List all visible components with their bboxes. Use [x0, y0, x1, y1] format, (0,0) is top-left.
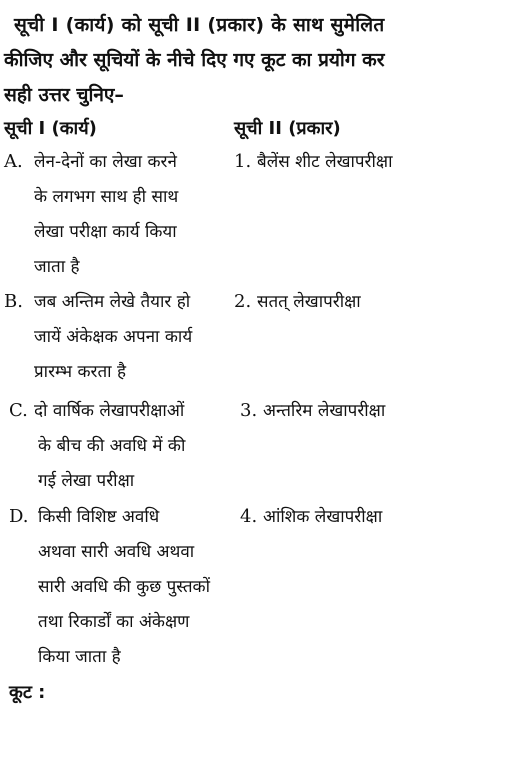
item-a-text-3: लेखा परीक्षा कार्य किया: [34, 222, 177, 242]
item-d-text-2: अथवा सारी अवधि अथवा: [38, 542, 195, 562]
item-d-letter: D.: [9, 506, 29, 527]
type-3-number: 3.: [240, 400, 258, 421]
list1-header: सूची I (कार्य): [4, 118, 97, 139]
type-4-text: आंशिक लेखापरीक्षा: [263, 507, 383, 527]
item-c-text-3: गई लेखा परीक्षा: [38, 471, 135, 491]
item-d-text-4: तथा रिकार्डों का अंकेक्षण: [38, 612, 190, 632]
type-4-number: 4.: [240, 506, 258, 527]
item-a-text-2: के लगभग साथ ही साथ: [34, 187, 179, 207]
item-d-text-5: किया जाता है: [38, 647, 121, 667]
type-2-text: सतत् लेखापरीक्षा: [257, 292, 361, 312]
codes-label: कूट :: [9, 682, 46, 703]
item-b-text-3: प्रारम्भ करता है: [34, 362, 127, 382]
type-2-number: 2.: [234, 291, 252, 312]
type-1-text: बैलेंस शीट लेखापरीक्षा: [257, 152, 393, 172]
item-c-letter: C.: [9, 400, 28, 421]
item-a-text-1: लेन-देनों का लेखा करने: [34, 152, 177, 172]
question-line-2: कीजिए और सूचियों के नीचे दिए गए कूट का प्रयोग कर: [4, 49, 385, 71]
item-d-text-1: किसी विशिष्ट अवधि: [38, 507, 160, 527]
type-3-text: अन्तरिम लेखापरीक्षा: [263, 401, 386, 421]
item-d-text-3: सारी अवधि की कुछ पुस्तकों: [38, 577, 211, 597]
list2-header: सूची II (प्रकार): [234, 118, 341, 139]
item-a-letter: A.: [4, 151, 23, 172]
type-1-number: 1.: [234, 151, 252, 172]
item-b-text-2: जायें अंकेक्षक अपना कार्य: [34, 327, 193, 347]
item-b-letter: B.: [4, 291, 23, 312]
question-line-1: सूची I (कार्य) को सूची II (प्रकार) के साथ सुमेलित: [14, 14, 385, 36]
question-line-3: सही उत्तर चुनिए–: [4, 84, 124, 106]
item-b-text-1: जब अन्तिम लेखे तैयार हो: [34, 292, 191, 312]
item-c-text-2: के बीच की अवधि में की: [38, 436, 186, 456]
item-a-text-4: जाता है: [34, 257, 80, 277]
item-c-text-1: दो वार्षिक लेखापरीक्षाओं: [34, 401, 185, 421]
